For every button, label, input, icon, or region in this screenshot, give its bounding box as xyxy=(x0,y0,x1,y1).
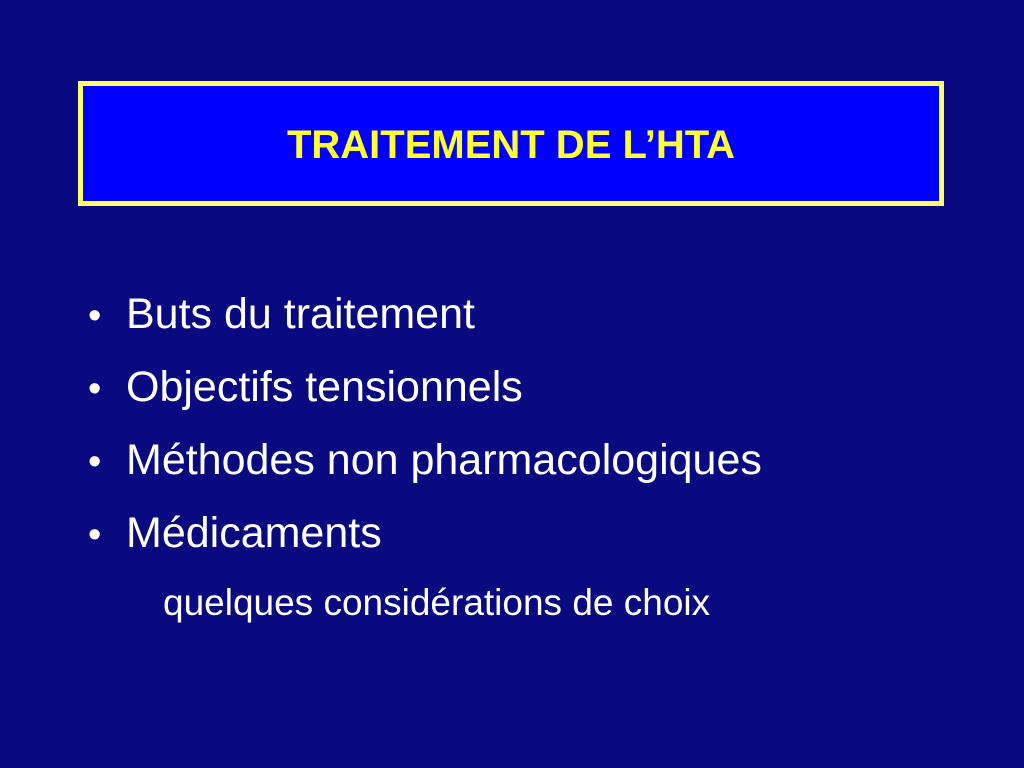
bullet-item-objectifs xyxy=(88,356,762,429)
bullet-item-methodes xyxy=(88,429,762,502)
bullet-item-medicaments xyxy=(88,502,762,575)
bullet-list xyxy=(88,283,762,575)
bullet-text: Médicaments xyxy=(126,509,382,557)
bullet-text: Buts du traitement xyxy=(126,290,475,338)
bullet-icon: • xyxy=(88,514,102,556)
bullet-item-buts xyxy=(88,283,762,356)
sub-item-text: quelques considérations de choix xyxy=(163,582,711,623)
bullet-text: Objectifs tensionnels xyxy=(126,363,523,411)
bullet-icon: • xyxy=(88,368,102,410)
bullet-icon: • xyxy=(88,441,102,483)
bullet-text: Méthodes non pharmacologiques xyxy=(126,436,762,484)
title-box xyxy=(78,81,944,206)
bullet-icon: • xyxy=(88,295,102,337)
slide-title: TRAITEMENT DE L’HTA xyxy=(286,122,736,167)
